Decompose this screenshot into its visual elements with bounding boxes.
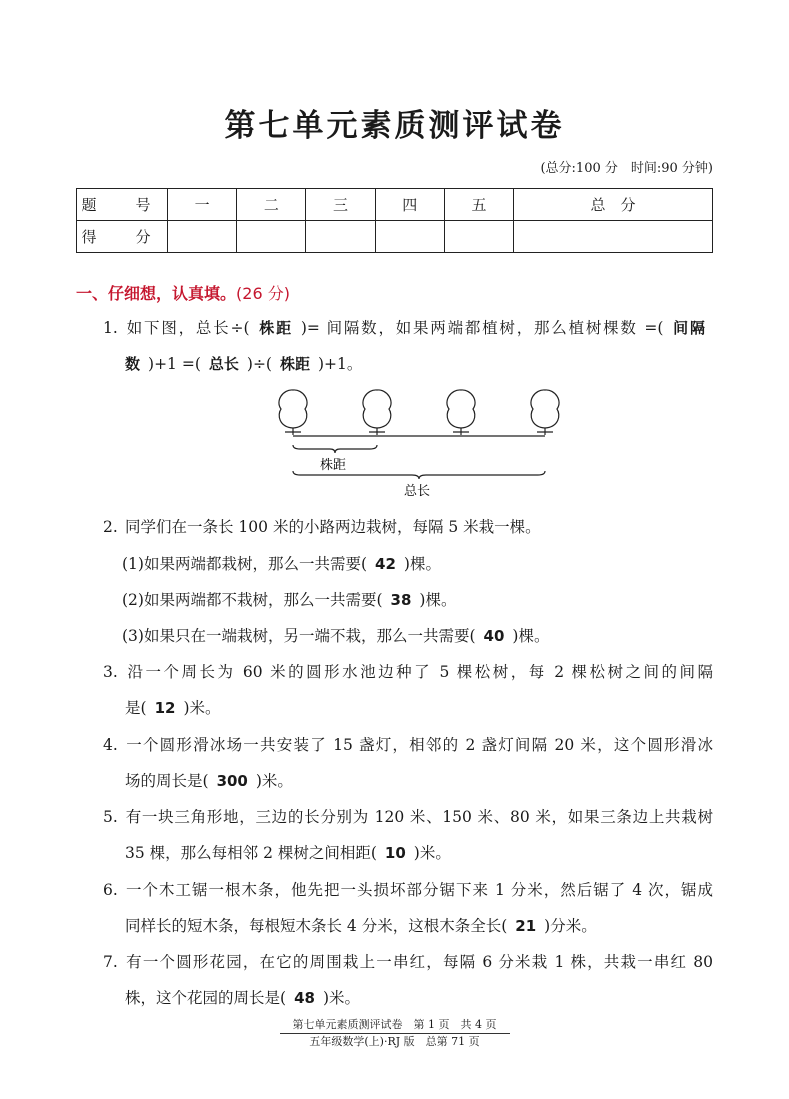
question-number: 3.	[103, 663, 118, 681]
score-table	[76, 188, 713, 253]
spacing-brace	[293, 445, 377, 453]
cell-header: 总 分	[514, 189, 713, 221]
cell-score	[514, 221, 713, 253]
question-text: 有一块三角形地，三边的长分别为 120 米、150 米、80 米，如果三条边上共栽树	[125, 808, 713, 826]
question-text: )棵。	[512, 627, 550, 645]
cell-score-label: 得 分	[77, 221, 168, 253]
question-6-line-2	[125, 908, 597, 944]
answer: 10	[384, 844, 406, 862]
answer: 21	[515, 917, 537, 935]
tree-icon	[531, 390, 559, 435]
answer: 42	[375, 555, 396, 573]
section-title: 一、仔细想，认真填。	[76, 284, 237, 303]
section-heading	[76, 281, 290, 304]
answer: 间隔	[671, 319, 705, 337]
tree-icon	[279, 390, 307, 435]
score-table-score-row	[77, 221, 713, 253]
question-text: (1)如果两端都栽树，那么一共需要(	[122, 555, 368, 573]
question-number: 6.	[103, 881, 118, 899]
cell-header: 题 号	[77, 189, 168, 221]
score-table-header-row	[77, 189, 713, 221]
question-text: (3)如果只在一端栽树，另一端不栽，那么一共需要(	[122, 627, 476, 645]
question-text: 35 棵，那么每相邻 2 棵树之间相距(	[125, 844, 377, 862]
question-2-part-1	[122, 546, 441, 582]
answer: 数	[125, 355, 141, 373]
tree-spacing-diagram	[260, 385, 560, 505]
total-length-label: 总长	[404, 484, 431, 499]
tree-icon	[363, 390, 391, 435]
question-2-part-3	[122, 618, 549, 654]
question-text: 如下图，总长÷(	[125, 319, 250, 337]
question-text: )米。	[183, 699, 221, 717]
cell-header: 三	[306, 189, 375, 221]
cell-header: 五	[444, 189, 513, 221]
tree-icon	[447, 390, 475, 435]
question-2	[103, 509, 541, 545]
question-text: 同样长的短木条，每根短木条长 4 分米，这根木条全长(	[125, 917, 508, 935]
question-text: 同学们在一条长 100 米的小路两边栽树，每隔 5 米栽一棵。	[125, 518, 541, 536]
section-points: (26 分)	[236, 284, 290, 303]
cell-score	[237, 221, 306, 253]
question-1-line-1	[103, 310, 713, 346]
question-text: )棵。	[419, 591, 457, 609]
question-text: )÷(	[246, 355, 272, 373]
answer: 12	[154, 699, 176, 717]
answer: 总长	[208, 355, 239, 373]
question-number: 4.	[103, 736, 118, 754]
answer: 48	[294, 989, 315, 1007]
question-number: 5.	[103, 808, 118, 826]
exam-meta: (总分:100 分 时间:90 分钟)	[540, 161, 713, 176]
page-footer	[0, 1017, 789, 1050]
cell-score	[168, 221, 237, 253]
question-3-line-2	[125, 690, 221, 726]
question-text: )米。	[255, 772, 293, 790]
answer: 300	[216, 772, 248, 790]
question-3-line-1	[103, 654, 713, 690]
cell-header: 一	[168, 189, 237, 221]
cell-score	[375, 221, 444, 253]
question-text: 沿一个周长为 60 米的圆形水池边种了 5 棵松树，每 2 棵松树之间的间隔	[125, 663, 713, 681]
question-text: )+1 =(	[148, 355, 201, 373]
question-text: )+1。	[318, 355, 363, 373]
question-text: 一个圆形滑冰场一共安装了 15 盏灯，相邻的 2 盏灯间隔 20 米，这个圆形滑冰	[125, 736, 713, 754]
footer-line-2: 五年级数学(上)·RJ 版 总第 71 页	[309, 1035, 480, 1048]
answer: 40	[483, 627, 505, 645]
cell-header: 二	[237, 189, 306, 221]
question-number: 2.	[103, 518, 118, 536]
question-text: )分米。	[544, 917, 597, 935]
question-7-line-1	[103, 944, 713, 980]
question-text: )米。	[322, 989, 360, 1007]
question-4-line-1	[103, 727, 713, 763]
question-text: (2)如果两端都不栽树，那么一共需要(	[122, 591, 383, 609]
cell-header: 四	[375, 189, 444, 221]
question-number: 1.	[103, 319, 118, 337]
answer: 株距	[257, 319, 293, 337]
question-5-line-2	[125, 835, 451, 871]
footer-line-1: 第七单元素质测评试卷 第 1 页 共 4 页	[292, 1018, 497, 1031]
answer: 株距	[279, 355, 310, 373]
question-text: 株，这个花园的周长是(	[125, 989, 287, 1007]
question-7-line-2	[125, 980, 360, 1016]
question-text: )= 间隔数，如果两端都植树，那么植树棵数 =(	[300, 319, 664, 337]
cell-score	[306, 221, 375, 253]
cell-score	[444, 221, 513, 253]
question-text: 一个木工锯一根木条，他先把一头损坏部分锯下来 1 分米，然后锯了 4 次，锯成	[125, 881, 713, 899]
question-6-line-1	[103, 872, 713, 908]
question-text: )米。	[413, 844, 451, 862]
question-5-line-1	[103, 799, 713, 835]
question-text: 场的周长是(	[125, 772, 209, 790]
question-text: 有一个圆形花园，在它的周围栽上一串红，每隔 6 分米栽 1 株，共栽一串红 80	[125, 953, 713, 971]
spacing-label: 株距	[320, 458, 347, 473]
question-text: 是(	[125, 699, 147, 717]
question-4-line-2	[125, 763, 293, 799]
page-title: 第七单元素质测评试卷	[224, 108, 565, 144]
question-1-line-2	[125, 346, 362, 382]
question-number: 7.	[103, 953, 118, 971]
question-2-part-2	[122, 582, 456, 618]
answer: 38	[390, 591, 412, 609]
question-text: )棵。	[403, 555, 441, 573]
